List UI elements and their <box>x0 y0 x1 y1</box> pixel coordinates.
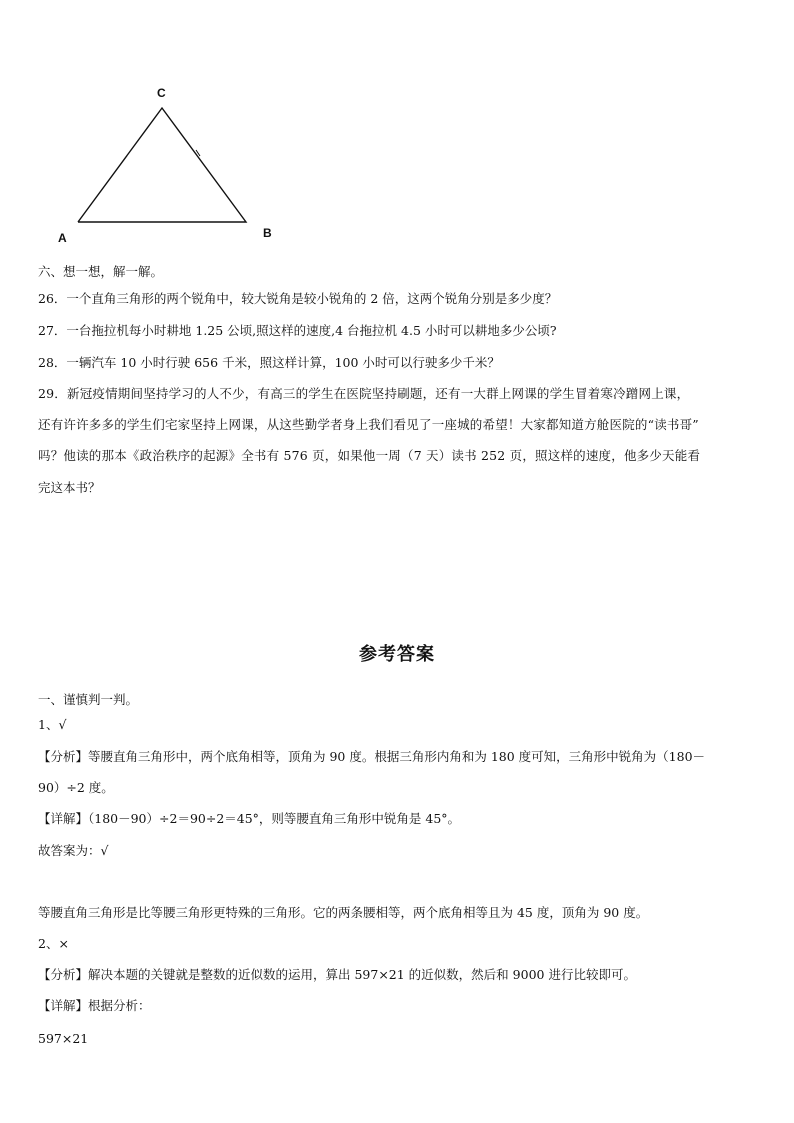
answer-2-mark: 2、× <box>38 936 69 951</box>
answer-2-analysis: 【分析】解决本题的关键就是整数的近似数的运用，算出 597×21 的近似数，然后和 9000 进行比较即可。 <box>38 967 636 982</box>
triangle-outline <box>78 108 246 222</box>
vertex-label-a: A <box>58 231 67 245</box>
question-29-line2: 还有许许多多的学生们宅家坚持上网课，从这些勤学者身上我们看见了一座城的希望！大家都知道方舱医院的“读书哥” <box>38 417 699 432</box>
triangle-figure <box>60 100 260 240</box>
question-29-line4: 完这本书？ <box>38 480 101 495</box>
answer-1-answer: 故答案为：√ <box>38 843 109 858</box>
answers-section1-heading: 一、谨慎判一判。 <box>38 692 139 707</box>
answer-1-analysis-line1: 【分析】等腰直角三角形中，两个底角相等，顶角为 90 度。根据三角形内角和为 180 度可知，三角形中锐角为（180－ <box>38 749 706 764</box>
vertex-label-c: C <box>157 86 166 100</box>
answer-2-detail: 【详解】根据分析： <box>38 998 151 1013</box>
question-26: 26．一个直角三角形的两个锐角中，较大锐角是较小锐角的 2 倍，这两个锐角分别是多少度？ <box>38 291 558 306</box>
answers-title: 参考答案 <box>359 644 435 665</box>
section6-heading: 六、想一想，解一解。 <box>38 264 164 279</box>
vertex-label-b: B <box>263 226 272 240</box>
question-29-line1: 29．新冠疫情期间坚持学习的人不少，有高三的学生在医院坚持刷题，还有一大群上网课的学生冒着寒冷蹭网上课， <box>38 386 690 401</box>
question-27: 27．一台拖拉机每小时耕地 1.25 公顷,照这样的速度,4 台拖拉机 4.5 小时可以耕地多少公顷? <box>38 323 557 338</box>
answer-1-analysis-line2: 90）÷2 度。 <box>38 780 114 795</box>
answer-2-expression: 597×21 <box>38 1031 89 1046</box>
answer-1-detail: 【详解】（180－90）÷2＝90÷2＝45°，则等腰直角三角形中锐角是 45°。 <box>38 811 461 826</box>
answer-1-note: 等腰直角三角形是比等腰三角形更特殊的三角形。它的两条腰相等，两个底角相等且为 45 度，顶角为 90 度。 <box>38 905 649 920</box>
question-28: 28．一辆汽车 10 小时行驶 656 千米，照这样计算，100 小时可以行驶多少千米？ <box>38 355 500 370</box>
question-29-line3: 吗？他读的那本《政治秩序的起源》全书有 576 页，如果他一周（7 天）读书 252 页，照这样的速度，他多少天能看 <box>38 448 701 463</box>
answer-1-mark: 1、√ <box>38 717 67 732</box>
